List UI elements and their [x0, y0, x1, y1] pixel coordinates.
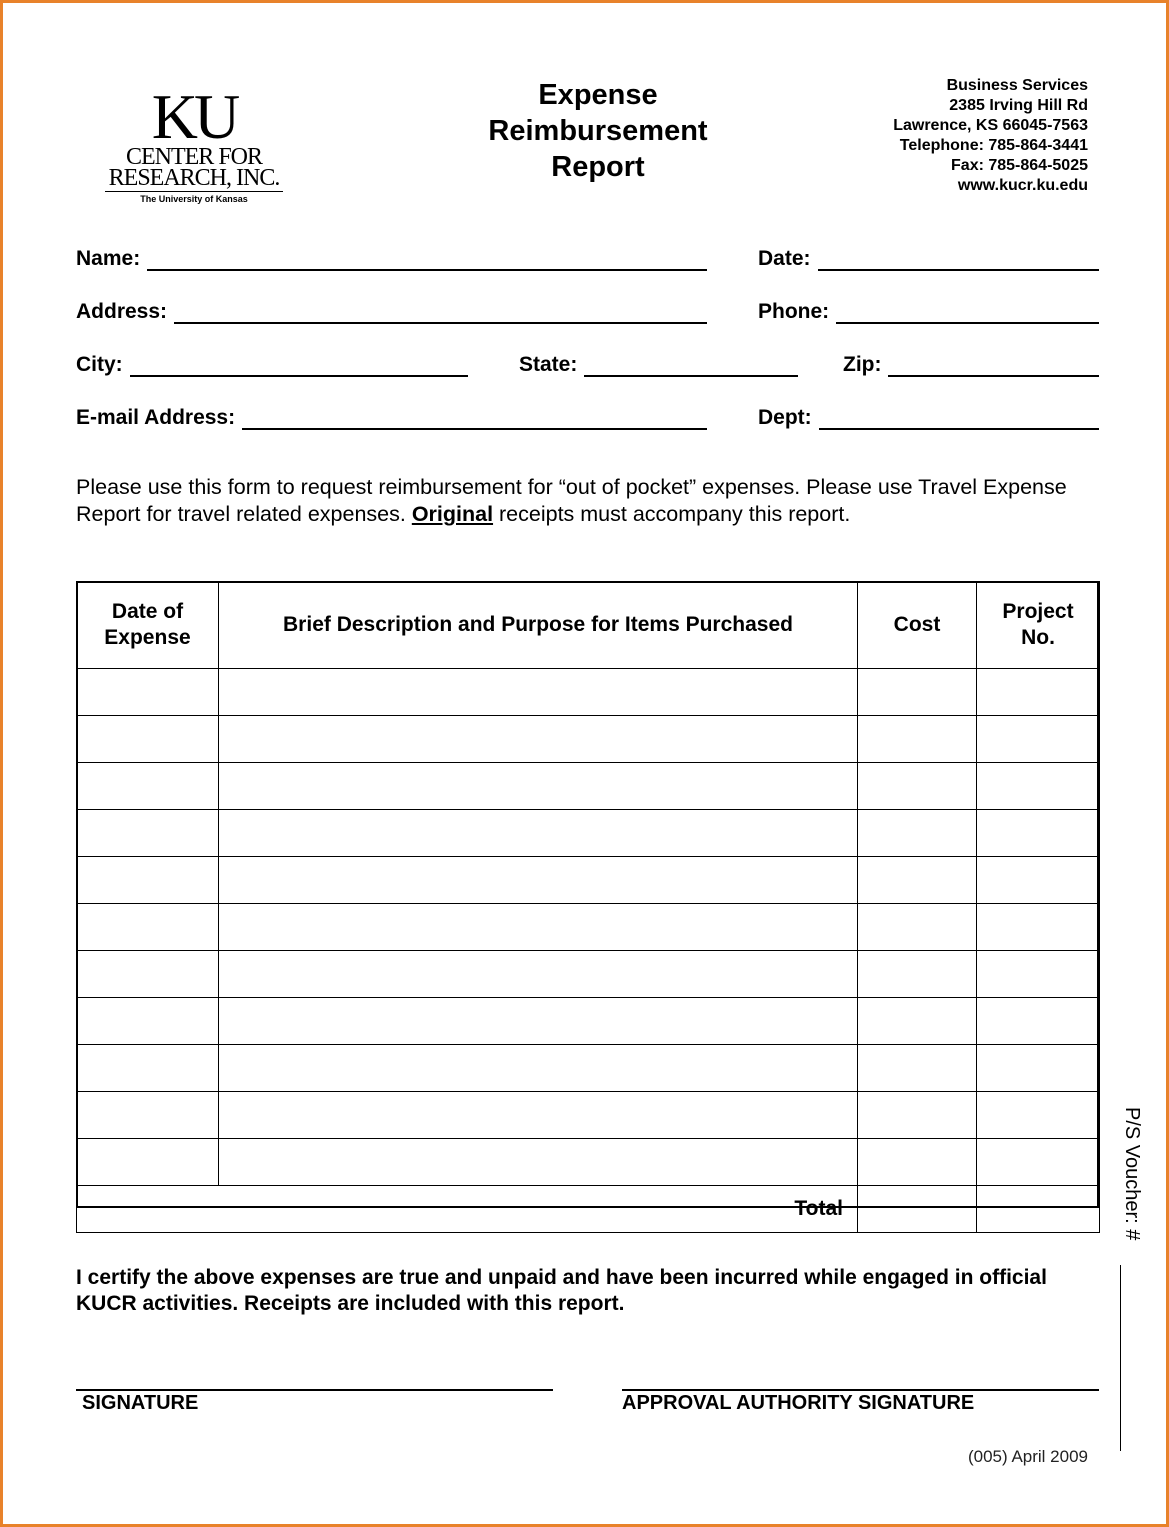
- cell-description[interactable]: [219, 951, 858, 998]
- contact-telephone: Telephone: 785-864-3441: [899, 137, 1088, 154]
- voucher-label: P/S Voucher: #: [1121, 1107, 1143, 1241]
- dept-input-line[interactable]: [819, 406, 1099, 430]
- table-row: [77, 669, 1100, 716]
- logo-ku: KU: [151, 81, 237, 152]
- cell-cost[interactable]: [858, 810, 977, 857]
- signature-label: SIGNATURE: [82, 1392, 199, 1414]
- cell-date[interactable]: [77, 763, 219, 810]
- cell-date[interactable]: [77, 1045, 219, 1092]
- cell-description[interactable]: [219, 810, 858, 857]
- table-row: [77, 904, 1100, 951]
- table-row: [77, 998, 1100, 1045]
- zip-label: Zip:: [843, 353, 882, 376]
- cell-description[interactable]: [219, 716, 858, 763]
- cell-project[interactable]: [977, 1139, 1100, 1186]
- cell-project[interactable]: [977, 810, 1100, 857]
- instructions-part2: receipts must accompany this report.: [493, 502, 851, 526]
- cell-cost[interactable]: [858, 1139, 977, 1186]
- kucr-logo: [99, 81, 289, 213]
- cell-cost[interactable]: [858, 904, 977, 951]
- name-input-line[interactable]: [147, 247, 707, 271]
- approval-signature-line[interactable]: [622, 1389, 1099, 1391]
- cell-description[interactable]: [219, 669, 858, 716]
- cell-project[interactable]: [977, 998, 1100, 1045]
- cell-description[interactable]: [219, 763, 858, 810]
- total-label: Total: [77, 1186, 858, 1233]
- name-label: Name:: [76, 247, 141, 270]
- instructions-part1: Please use this form to request reimbursement for “out of pocket” expenses. Please use Travel Expense Report for travel related expenses.: [76, 475, 1067, 526]
- cell-date[interactable]: [77, 716, 219, 763]
- form-code: (005) April 2009: [967, 1447, 1088, 1466]
- instructions-emphasis: Original: [411, 502, 494, 526]
- header-cost: Cost: [858, 582, 977, 669]
- cell-description[interactable]: [219, 1092, 858, 1139]
- cell-date[interactable]: [77, 998, 219, 1045]
- date-field: [758, 241, 1099, 271]
- cell-project[interactable]: [977, 904, 1100, 951]
- table-row: [77, 857, 1100, 904]
- cell-cost[interactable]: [858, 857, 977, 904]
- cell-date[interactable]: [77, 669, 219, 716]
- cell-project[interactable]: [977, 951, 1100, 998]
- cell-project[interactable]: [977, 716, 1100, 763]
- voucher-input-line[interactable]: [1120, 1265, 1121, 1451]
- table-row: [77, 763, 1100, 810]
- email-field: [76, 400, 707, 430]
- contact-city: Lawrence, KS 66045-7563: [893, 117, 1088, 134]
- date-input-line[interactable]: [818, 247, 1099, 271]
- cell-date[interactable]: [77, 904, 219, 951]
- contact-website: www.kucr.ku.edu: [957, 177, 1088, 194]
- header-description: Brief Description and Purpose for Items Purchased: [219, 582, 858, 669]
- cell-project[interactable]: [977, 1092, 1100, 1139]
- email-input-line[interactable]: [242, 406, 707, 430]
- dept-field: [758, 400, 1099, 430]
- title-line3: Report: [551, 151, 645, 183]
- expense-rows: [77, 669, 1100, 1233]
- table-row: [77, 1139, 1100, 1186]
- cell-project[interactable]: [977, 763, 1100, 810]
- address-input-line[interactable]: [174, 300, 707, 324]
- logo-university: The University of Kansas: [140, 194, 248, 204]
- table-row: [77, 951, 1100, 998]
- cell-project[interactable]: [977, 669, 1100, 716]
- cell-cost[interactable]: [858, 763, 977, 810]
- certification-text: I certify the above expenses are true and unpaid and have been incurred while engaged in official KUCR activities. Receipts are included with this report.: [76, 1266, 1047, 1315]
- city-field: [76, 347, 468, 377]
- table-row: [77, 1045, 1100, 1092]
- signature-line[interactable]: [76, 1389, 553, 1391]
- cell-description[interactable]: [219, 998, 858, 1045]
- cell-cost[interactable]: [858, 951, 977, 998]
- contact-department: Business Services: [946, 77, 1088, 94]
- header-date: Date of Expense: [77, 582, 219, 669]
- phone-label: Phone:: [758, 300, 830, 323]
- logo-org-line2: RESEARCH, INC.: [108, 165, 280, 191]
- contact-street: 2385 Irving Hill Rd: [949, 97, 1088, 114]
- cell-date[interactable]: [77, 1092, 219, 1139]
- dept-label: Dept:: [758, 406, 812, 429]
- cell-cost[interactable]: [858, 1045, 977, 1092]
- cell-project[interactable]: [977, 1045, 1100, 1092]
- cell-date[interactable]: [77, 857, 219, 904]
- table-row: [77, 810, 1100, 857]
- zip-field: [843, 347, 1099, 377]
- page-title: [443, 77, 753, 185]
- table-row: [77, 1092, 1100, 1139]
- address-field: [76, 294, 707, 324]
- city-label: City:: [76, 353, 123, 376]
- cell-date[interactable]: [77, 1139, 219, 1186]
- name-field: [76, 241, 707, 271]
- state-label: State:: [519, 353, 578, 376]
- cell-project[interactable]: [977, 857, 1100, 904]
- cell-cost[interactable]: [858, 1092, 977, 1139]
- table-row: [77, 716, 1100, 763]
- cell-date[interactable]: [77, 951, 219, 998]
- state-field: [519, 347, 798, 377]
- expense-table: [76, 581, 1100, 1233]
- instructions: [76, 474, 1076, 528]
- contact-block: [893, 76, 1088, 196]
- city-input-line[interactable]: [130, 353, 468, 377]
- table-header-row: [77, 582, 1100, 669]
- cell-cost[interactable]: [858, 998, 977, 1045]
- state-input-line[interactable]: [584, 353, 798, 377]
- address-label: Address:: [76, 300, 168, 323]
- email-label: E-mail Address:: [76, 406, 236, 429]
- cell-description[interactable]: [219, 1139, 858, 1186]
- contact-fax: Fax: 785-864-5025: [951, 157, 1088, 174]
- phone-input-line[interactable]: [836, 300, 1099, 324]
- approval-signature-label: APPROVAL AUTHORITY SIGNATURE: [622, 1392, 975, 1414]
- phone-field: [758, 294, 1099, 324]
- cell-cost[interactable]: [858, 716, 977, 763]
- cell-cost[interactable]: [858, 669, 977, 716]
- total-cost-cell[interactable]: [858, 1186, 977, 1233]
- title-line1: Expense: [538, 79, 658, 111]
- logo-org-line1: CENTER FOR: [125, 144, 262, 170]
- date-label: Date:: [758, 247, 811, 270]
- total-project-cell: [977, 1186, 1100, 1233]
- logo-rule: [105, 191, 283, 192]
- cell-description[interactable]: [219, 904, 858, 951]
- header-project: Project No.: [977, 582, 1100, 669]
- cell-description[interactable]: [219, 857, 858, 904]
- zip-input-line[interactable]: [888, 353, 1099, 377]
- title-line2: Reimbursement: [488, 115, 708, 147]
- total-row: [77, 1186, 1100, 1233]
- cell-date[interactable]: [77, 810, 219, 857]
- cell-description[interactable]: [219, 1045, 858, 1092]
